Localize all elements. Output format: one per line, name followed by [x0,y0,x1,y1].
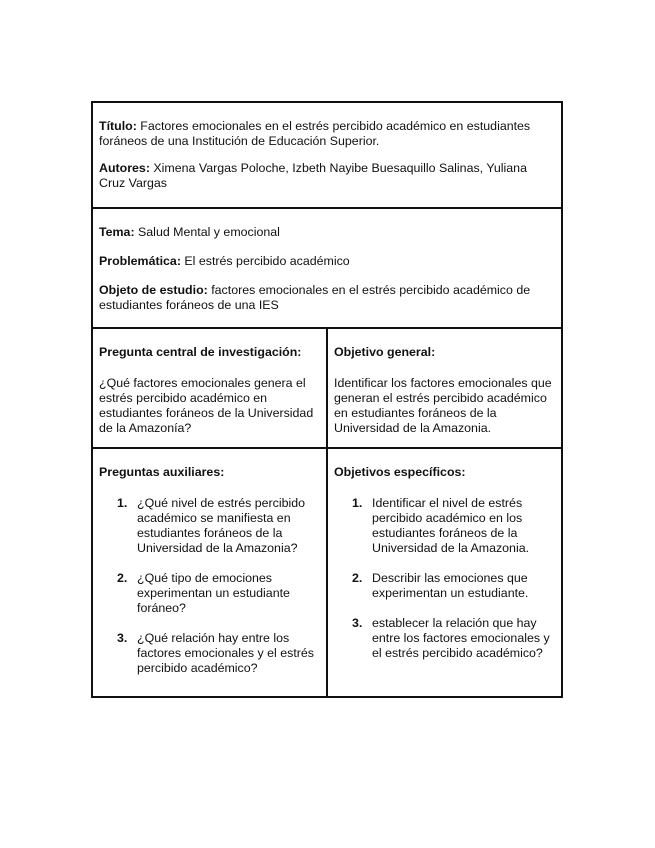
general-objective-heading: Objetivo general: [334,345,436,359]
problematica-paragraph [99,254,553,269]
problematica-text: El estrés percibido académico [184,254,350,268]
problematica-label: Problemática: [99,254,181,268]
list-item [334,616,555,661]
tema-paragraph [99,225,553,240]
specific-objectives-cell [328,449,561,696]
research-summary-table [91,101,563,698]
title-authors-row [93,103,561,209]
list-item-number: 2. [117,571,128,585]
list-item-number: 3. [352,616,363,630]
auxiliary-row [93,449,561,696]
auxiliary-questions-heading: Preguntas auxiliares: [99,465,225,479]
objeto-paragraph [99,283,553,313]
list-item-text: Describir las emociones que experimentan un estudiante. [372,571,529,600]
central-question-heading: Pregunta central de investigación: [99,345,302,359]
objeto-label: Objeto de estudio: [99,283,208,297]
list-item-number: 2. [352,571,363,585]
topic-row [93,209,561,329]
general-objective-text: Identificar los factores emocionales que generan el estrés percibido académico en estudiantes foráneos de la Universidad de la Amazonia. [334,376,552,435]
list-item-number: 3. [117,631,128,645]
general-objective-cell [328,329,561,447]
central-question-cell [93,329,328,447]
list-item-text: Identificar el nivel de estrés percibido académico en los estudiantes foráneos de la Universidad de la Amazonia. [372,496,530,555]
list-item [334,496,555,556]
tema-text: Salud Mental y emocional [138,225,280,239]
topic-cell [93,209,561,313]
list-item-text: ¿Qué tipo de emociones experimentan un estudiante foráneo? [137,571,290,615]
specific-objectives-list [334,496,555,661]
list-item [99,496,320,556]
authors-text: Ximena Vargas Poloche, Izbeth Nayibe Buesaquillo Salinas, Yuliana Cruz Vargas [99,161,527,190]
tema-label: Tema: [99,225,135,239]
list-item-number: 1. [117,496,128,510]
list-item [99,631,320,676]
title-authors-cell [93,103,561,191]
title-paragraph [99,119,553,149]
auxiliary-questions-list [99,496,320,676]
specific-objectives-heading: Objetivos específicos: [334,465,466,479]
central-question-text: ¿Qué factores emocionales genera el estrés percibido académico en estudiantes foráneos de la Universidad de la Amazonía? [99,376,314,435]
list-item-number: 1. [352,496,363,510]
list-item-text: establecer la relación que hay entre los factores emocionales y el estrés percibido académico? [372,616,550,660]
authors-paragraph [99,161,553,191]
list-item [334,571,555,601]
title-label: Título: [99,119,137,133]
authors-label: Autores: [99,161,150,175]
auxiliary-questions-cell [93,449,328,696]
list-item-text: ¿Qué nivel de estrés percibido académico se manifiesta en estudiantes foráneos de la Universidad de la Amazonia? [137,496,306,555]
list-item [99,571,320,616]
objeto-text: factores emocionales en el estrés percibido académico de estudiantes foráneos de una IES [99,283,531,312]
central-row [93,329,561,449]
list-item-text: ¿Qué relación hay entre los factores emocionales y el estrés percibido académico? [137,631,314,675]
title-text: Factores emocionales en el estrés percibido académico en estudiantes foráneos de una Institución de Educación Superior. [99,119,531,148]
